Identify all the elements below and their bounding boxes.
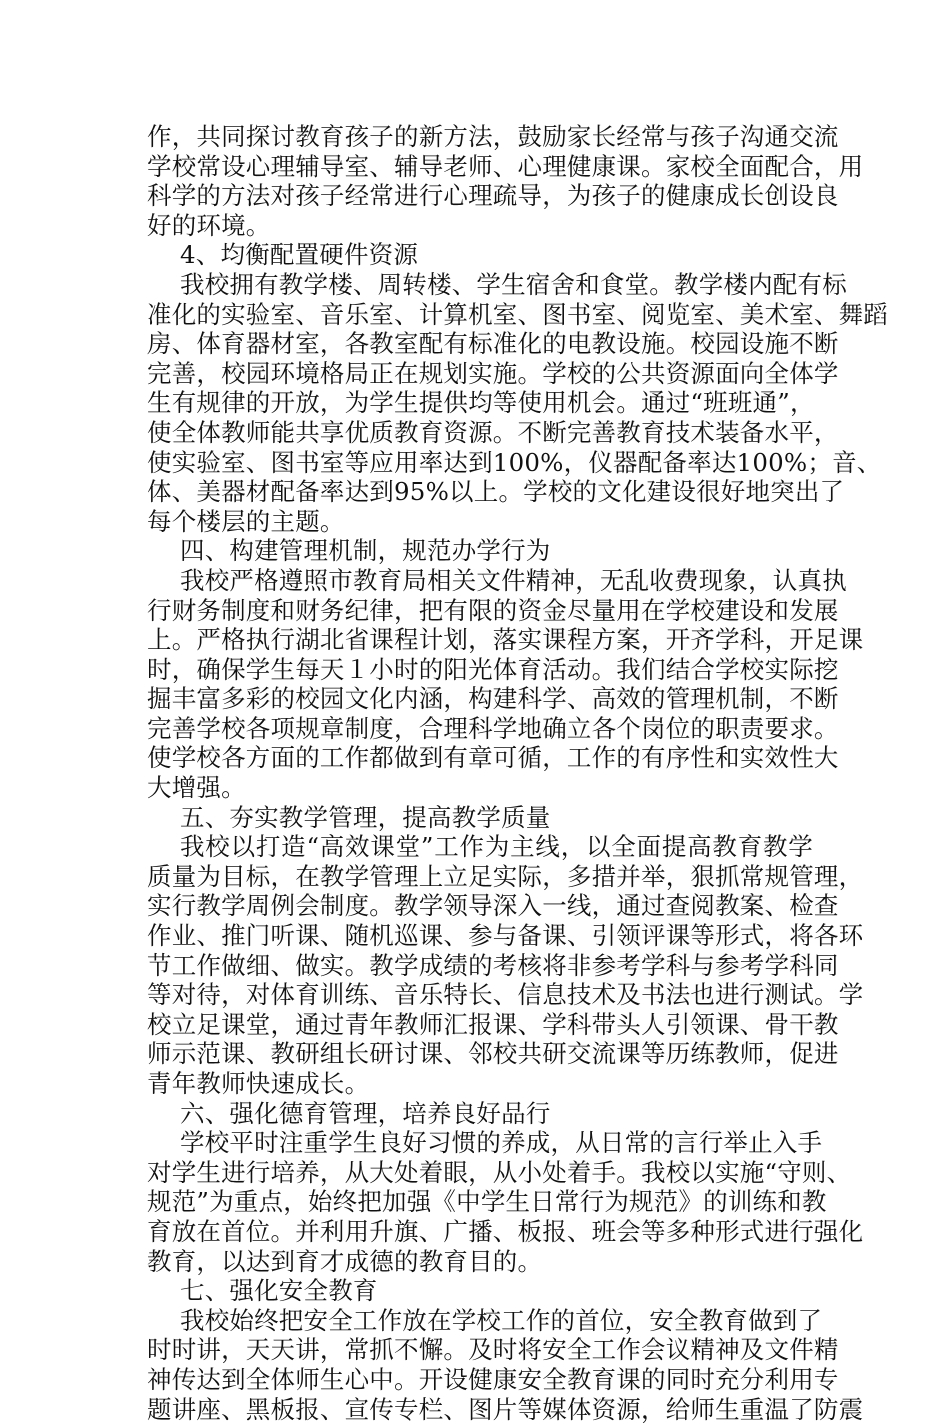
paragraph-line: 对学生进行培养，从大处着眼，从小处着手。我校以实施“守则、 — [147, 1157, 852, 1187]
paragraph-line: 掘丰富多彩的校园文化内涵，构建科学、高效的管理机制，不断 — [147, 684, 839, 714]
paragraph-line: 好的环境。 — [147, 210, 271, 240]
paragraph-line: 我校以打造“高效课堂”工作为主线，以全面提高教育教学 — [180, 832, 813, 862]
section-heading: 四、构建管理机制，规范办学行为 — [180, 536, 551, 566]
paragraph-line: 每个楼层的主题。 — [147, 506, 345, 536]
paragraph-line: 作业、推门听课、随机巡课、参与备课、引领评课等形式，将各环 — [147, 921, 864, 951]
paragraph-line: 节工作做细、做实。教学成绩的考核将非参考学科与参考学科同 — [147, 950, 839, 980]
paragraph-line: 学校平时注重学生良好习惯的养成，从日常的言行举止入手 — [180, 1128, 823, 1158]
section-heading: 4、均衡配置硬件资源 — [180, 240, 419, 270]
paragraph-line: 育放在首位。并利用升旗、广播、板报、班会等多种形式进行强化 — [147, 1216, 864, 1246]
section-heading: 七、强化安全教育 — [180, 1276, 378, 1306]
paragraph-line: 青年教师快速成长。 — [147, 1069, 370, 1098]
section-heading: 六、强化德育管理，培养良好品行 — [180, 1098, 551, 1128]
paragraph-line: 生有规律的开放，为学生提供均等使用机会。通过“班班通”， — [147, 388, 815, 418]
section-heading: 五、夯实教学管理，提高教学质量 — [180, 802, 551, 832]
paragraph-line: 教育，以达到育才成德的教育目的。 — [147, 1246, 543, 1276]
paragraph-line: 使学校各方面的工作都做到有章可循，工作的有序性和实效性大 — [147, 743, 839, 773]
paragraph-line: 大增强。 — [147, 773, 246, 803]
paragraph-line: 师示范课、教研组长研讨课、邻校共研交流课等历练教师，促进 — [147, 1039, 839, 1069]
paragraph-line: 等对待，对体育训练、音乐特长、信息技术及书法也进行测试。学 — [147, 980, 864, 1010]
paragraph-line: 准化的实验室、音乐室、计算机室、图书室、阅览室、美术室、舞蹈 — [147, 299, 888, 329]
paragraph-line: 使实验室、图书室等应用率达到100%，仪器配备率达100%；音、 — [147, 447, 882, 477]
paragraph-line: 规范”为重点，始终把加强《中学生日常行为规范》的训练和教 — [147, 1187, 827, 1217]
paragraph-line: 房、体育器材室，各教室配有标准化的电教设施。校园设施不断 — [147, 329, 839, 359]
paragraph-line: 校立足课堂，通过青年教师汇报课、学科带头人引领课、骨干教 — [147, 1009, 839, 1039]
paragraph-line: 科学的方法对孩子经常进行心理疏导，为孩子的健康成长创设良 — [147, 181, 839, 211]
paragraph-line: 体、美器材配备率达到95%以上。学校的文化建设很好地突出了 — [147, 477, 845, 507]
paragraph-line: 完善学校各项规章制度，合理科学地确立各个岗位的职责要求。 — [147, 713, 839, 743]
paragraph-line: 题讲座、黑板报、宣传专栏、图片等媒体资源，给师生重温了防震 — [147, 1394, 864, 1424]
paragraph-line: 时时讲，天天讲，常抓不懈。及时将安全工作会议精神及文件精 — [147, 1335, 839, 1365]
paragraph-line: 我校拥有教学楼、周转楼、学生宿舍和食堂。教学楼内配有标 — [180, 269, 847, 299]
document-body — [147, 122, 888, 1424]
paragraph-line: 完善，校园环境格局正在规划实施。学校的公共资源面向全体学 — [147, 358, 839, 388]
paragraph-line: 上。严格执行湖北省课程计划，落实课程方案，开齐学科，开足课 — [147, 625, 864, 655]
paragraph-line: 时，确保学生每天１小时的阳光体育活动。我们结合学校实际挖 — [147, 654, 839, 684]
paragraph-line: 我校始终把安全工作放在学校工作的首位，安全教育做到了 — [180, 1305, 823, 1335]
paragraph-line: 行财务制度和财务纪律，把有限的资金尽量用在学校建设和发展 — [147, 595, 839, 625]
paragraph-line: 质量为目标，在教学管理上立足实际，多措并举，狠抓常规管理， — [147, 861, 864, 891]
paragraph-line: 神传达到全体师生心中。开设健康安全教育课的同时充分利用专 — [147, 1364, 839, 1394]
paragraph-line: 学校常设心理辅导室、辅导老师、心理健康课。家校全面配合，用 — [147, 151, 864, 181]
paragraph-line: 使全体教师能共享优质教育资源。不断完善教育技术装备水平， — [147, 417, 839, 447]
paragraph-line: 实行教学周例会制度。教学领导深入一线，通过查阅教案、检查 — [147, 891, 839, 921]
paragraph-line: 我校严格遵照市教育局相关文件精神，无乱收费现象，认真执 — [180, 565, 847, 595]
paragraph-line: 作，共同探讨教育孩子的新方法，鼓励家长经常与孩子沟通交流 — [147, 122, 839, 151]
